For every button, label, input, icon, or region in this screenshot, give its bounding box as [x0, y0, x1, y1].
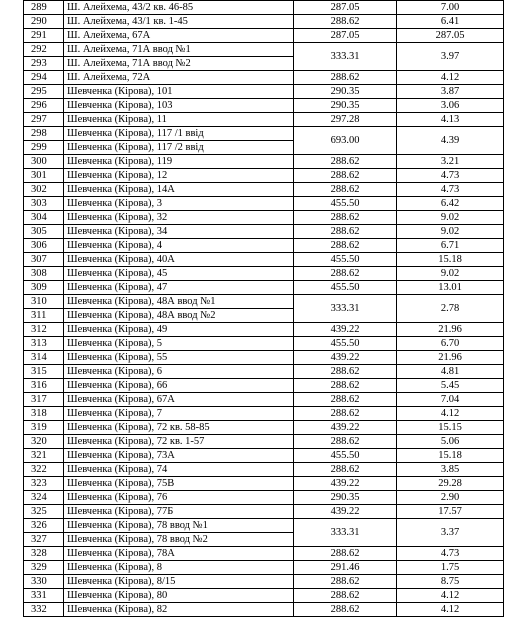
table-row	[24, 603, 504, 617]
amount-cell: 21.96	[397, 351, 504, 365]
table-row	[24, 379, 504, 393]
table-row	[24, 505, 504, 519]
address-cell: Шевченка (Кірова), 3	[64, 197, 294, 211]
amount-cell: 287.05	[397, 29, 504, 43]
tariff-cell: 290.35	[294, 99, 397, 113]
amount-cell: 2.90	[397, 491, 504, 505]
row-number-cell: 319	[24, 421, 64, 435]
tariff-cell: 455.50	[294, 337, 397, 351]
amount-cell: 7.04	[397, 393, 504, 407]
tariff-cell: 439.22	[294, 477, 397, 491]
tariff-cell: 288.62	[294, 155, 397, 169]
address-cell: Шевченка (Кірова), 117 /2 ввід	[64, 141, 294, 155]
amount-cell: 4.73	[397, 169, 504, 183]
table-row	[24, 435, 504, 449]
amount-cell: 9.02	[397, 211, 504, 225]
row-number-cell: 329	[24, 561, 64, 575]
amount-cell: 3.97	[397, 43, 504, 71]
table-row	[24, 547, 504, 561]
row-number-cell: 312	[24, 323, 64, 337]
row-number-cell: 292	[24, 43, 64, 57]
row-number-cell: 293	[24, 57, 64, 71]
amount-cell: 29.28	[397, 477, 504, 491]
amount-cell: 7.00	[397, 1, 504, 15]
tariff-cell: 288.62	[294, 211, 397, 225]
table-row	[24, 169, 504, 183]
tariff-cell: 455.50	[294, 197, 397, 211]
table-row	[24, 281, 504, 295]
address-cell: Шевченка (Кірова), 119	[64, 155, 294, 169]
tariff-cell: 455.50	[294, 253, 397, 267]
tariff-cell: 333.31	[294, 295, 397, 323]
tariff-cell: 288.62	[294, 71, 397, 85]
tariff-cell: 439.22	[294, 505, 397, 519]
row-number-cell: 315	[24, 365, 64, 379]
tariff-cell: 693.00	[294, 127, 397, 155]
row-number-cell: 303	[24, 197, 64, 211]
row-number-cell: 297	[24, 113, 64, 127]
address-cell: Ш. Алейхема, 43/1 кв. 1-45	[64, 15, 294, 29]
row-number-cell: 328	[24, 547, 64, 561]
address-cell: Ш. Алейхема, 71А ввод №2	[64, 57, 294, 71]
amount-cell: 4.39	[397, 127, 504, 155]
row-number-cell: 321	[24, 449, 64, 463]
address-cell: Шевченка (Кірова), 66	[64, 379, 294, 393]
row-number-cell: 299	[24, 141, 64, 155]
amount-cell: 4.13	[397, 113, 504, 127]
amount-cell: 6.71	[397, 239, 504, 253]
address-cell: Шевченка (Кірова), 8/15	[64, 575, 294, 589]
address-cell: Шевченка (Кірова), 72 кв. 58-85	[64, 421, 294, 435]
row-number-cell: 316	[24, 379, 64, 393]
tariff-cell: 288.62	[294, 267, 397, 281]
table-row	[24, 589, 504, 603]
address-cell: Шевченка (Кірова), 7	[64, 407, 294, 421]
address-cell: Ш. Алейхема, 67А	[64, 29, 294, 43]
table-row	[24, 421, 504, 435]
row-number-cell: 313	[24, 337, 64, 351]
table-row	[24, 519, 504, 533]
table-row	[24, 491, 504, 505]
table-row	[24, 43, 504, 57]
row-number-cell: 324	[24, 491, 64, 505]
row-number-cell: 296	[24, 99, 64, 113]
row-number-cell: 323	[24, 477, 64, 491]
row-number-cell: 325	[24, 505, 64, 519]
tariff-cell: 288.62	[294, 393, 397, 407]
tariff-cell: 288.62	[294, 575, 397, 589]
address-cell: Шевченка (Кірова), 75В	[64, 477, 294, 491]
table-row	[24, 477, 504, 491]
table-row	[24, 351, 504, 365]
table-row	[24, 463, 504, 477]
amount-cell: 4.73	[397, 183, 504, 197]
address-cell: Ш. Алейхема, 72А	[64, 71, 294, 85]
amount-cell: 3.87	[397, 85, 504, 99]
address-cell: Шевченка (Кірова), 12	[64, 169, 294, 183]
amount-cell: 4.12	[397, 589, 504, 603]
address-cell: Шевченка (Кірова), 67А	[64, 393, 294, 407]
table-row	[24, 1, 504, 15]
address-cell: Шевченка (Кірова), 6	[64, 365, 294, 379]
tariff-cell: 287.05	[294, 1, 397, 15]
amount-cell: 21.96	[397, 323, 504, 337]
table-row	[24, 197, 504, 211]
amount-cell: 5.06	[397, 435, 504, 449]
tariff-cell: 288.62	[294, 15, 397, 29]
address-cell: Ш. Алейхема, 43/2 кв. 46-85	[64, 1, 294, 15]
row-number-cell: 311	[24, 309, 64, 323]
tariff-cell: 288.62	[294, 407, 397, 421]
address-cell: Шевченка (Кірова), 8	[64, 561, 294, 575]
address-cell: Шевченка (Кірова), 101	[64, 85, 294, 99]
table-row	[24, 575, 504, 589]
row-number-cell: 330	[24, 575, 64, 589]
row-number-cell: 309	[24, 281, 64, 295]
tariff-cell: 288.62	[294, 589, 397, 603]
tariff-cell: 439.22	[294, 323, 397, 337]
amount-cell: 4.12	[397, 603, 504, 617]
address-cell: Шевченка (Кірова), 80	[64, 589, 294, 603]
address-cell: Шевченка (Кірова), 11	[64, 113, 294, 127]
row-number-cell: 291	[24, 29, 64, 43]
amount-cell: 2.78	[397, 295, 504, 323]
row-number-cell: 289	[24, 1, 64, 15]
tariff-cell: 288.62	[294, 365, 397, 379]
row-number-cell: 307	[24, 253, 64, 267]
tariff-cell: 288.62	[294, 463, 397, 477]
tariff-cell: 288.62	[294, 435, 397, 449]
tariff-cell: 333.31	[294, 519, 397, 547]
tariff-cell: 288.62	[294, 379, 397, 393]
address-cell: Шевченка (Кірова), 76	[64, 491, 294, 505]
table-row	[24, 407, 504, 421]
address-cell: Шевченка (Кірова), 48А ввод №2	[64, 309, 294, 323]
address-cell: Шевченка (Кірова), 4	[64, 239, 294, 253]
amount-cell: 3.37	[397, 519, 504, 547]
amount-cell: 6.41	[397, 15, 504, 29]
amount-cell: 4.12	[397, 71, 504, 85]
table-row	[24, 267, 504, 281]
row-number-cell: 308	[24, 267, 64, 281]
address-cell: Шевченка (Кірова), 82	[64, 603, 294, 617]
address-cell: Шевченка (Кірова), 45	[64, 267, 294, 281]
table-row	[24, 449, 504, 463]
address-cell: Шевченка (Кірова), 47	[64, 281, 294, 295]
tariff-cell: 287.05	[294, 29, 397, 43]
tariff-cell: 439.22	[294, 421, 397, 435]
table-row	[24, 323, 504, 337]
amount-cell: 4.73	[397, 547, 504, 561]
address-cell: Шевченка (Кірова), 77Б	[64, 505, 294, 519]
address-cell: Ш. Алейхема, 71А ввод №1	[64, 43, 294, 57]
amount-cell: 5.45	[397, 379, 504, 393]
tariff-cell: 288.62	[294, 183, 397, 197]
address-cell: Шевченка (Кірова), 117 /1 ввід	[64, 127, 294, 141]
amount-cell: 8.75	[397, 575, 504, 589]
address-cell: Шевченка (Кірова), 48А ввод №1	[64, 295, 294, 309]
amount-cell: 4.12	[397, 407, 504, 421]
tariff-cell: 291.46	[294, 561, 397, 575]
amount-cell: 1.75	[397, 561, 504, 575]
table-row	[24, 15, 504, 29]
table-body	[24, 1, 504, 617]
table-row	[24, 561, 504, 575]
address-cell: Шевченка (Кірова), 78 ввод №2	[64, 533, 294, 547]
row-number-cell: 302	[24, 183, 64, 197]
tariff-cell: 455.50	[294, 449, 397, 463]
table-row	[24, 127, 504, 141]
amount-cell: 15.15	[397, 421, 504, 435]
table-row	[24, 365, 504, 379]
tariff-cell: 333.31	[294, 43, 397, 71]
table-row	[24, 155, 504, 169]
row-number-cell: 314	[24, 351, 64, 365]
address-cell: Шевченка (Кірова), 14А	[64, 183, 294, 197]
address-cell: Шевченка (Кірова), 55	[64, 351, 294, 365]
address-cell: Шевченка (Кірова), 74	[64, 463, 294, 477]
table-row	[24, 211, 504, 225]
amount-cell: 9.02	[397, 225, 504, 239]
amount-cell: 9.02	[397, 267, 504, 281]
row-number-cell: 300	[24, 155, 64, 169]
tariff-cell: 288.62	[294, 603, 397, 617]
tariff-cell: 288.62	[294, 225, 397, 239]
row-number-cell: 304	[24, 211, 64, 225]
amount-cell: 3.06	[397, 99, 504, 113]
table-row	[24, 71, 504, 85]
amount-cell: 15.18	[397, 253, 504, 267]
table-row	[24, 337, 504, 351]
amount-cell: 6.70	[397, 337, 504, 351]
tariff-cell: 297.28	[294, 113, 397, 127]
address-cell: Шевченка (Кірова), 32	[64, 211, 294, 225]
row-number-cell: 331	[24, 589, 64, 603]
amount-cell: 15.18	[397, 449, 504, 463]
table-row	[24, 225, 504, 239]
table-row	[24, 183, 504, 197]
tariff-table	[23, 0, 504, 617]
amount-cell: 3.85	[397, 463, 504, 477]
table-row	[24, 239, 504, 253]
tariff-cell: 288.62	[294, 547, 397, 561]
address-cell: Шевченка (Кірова), 40А	[64, 253, 294, 267]
row-number-cell: 322	[24, 463, 64, 477]
row-number-cell: 320	[24, 435, 64, 449]
table-row	[24, 393, 504, 407]
tariff-cell: 455.50	[294, 281, 397, 295]
row-number-cell: 310	[24, 295, 64, 309]
row-number-cell: 294	[24, 71, 64, 85]
row-number-cell: 290	[24, 15, 64, 29]
row-number-cell: 317	[24, 393, 64, 407]
address-cell: Шевченка (Кірова), 49	[64, 323, 294, 337]
tariff-cell: 290.35	[294, 491, 397, 505]
tariff-cell: 290.35	[294, 85, 397, 99]
table-row	[24, 29, 504, 43]
amount-cell: 3.21	[397, 155, 504, 169]
address-cell: Шевченка (Кірова), 5	[64, 337, 294, 351]
row-number-cell: 318	[24, 407, 64, 421]
table-row	[24, 295, 504, 309]
address-cell: Шевченка (Кірова), 78 ввод №1	[64, 519, 294, 533]
address-cell: Шевченка (Кірова), 72 кв. 1-57	[64, 435, 294, 449]
row-number-cell: 332	[24, 603, 64, 617]
table-row	[24, 113, 504, 127]
amount-cell: 13.01	[397, 281, 504, 295]
tariff-cell: 439.22	[294, 351, 397, 365]
row-number-cell: 301	[24, 169, 64, 183]
tariff-cell: 288.62	[294, 239, 397, 253]
row-number-cell: 327	[24, 533, 64, 547]
row-number-cell: 305	[24, 225, 64, 239]
row-number-cell: 326	[24, 519, 64, 533]
amount-cell: 17.57	[397, 505, 504, 519]
row-number-cell: 298	[24, 127, 64, 141]
table-row	[24, 85, 504, 99]
address-cell: Шевченка (Кірова), 78А	[64, 547, 294, 561]
row-number-cell: 306	[24, 239, 64, 253]
address-cell: Шевченка (Кірова), 34	[64, 225, 294, 239]
address-cell: Шевченка (Кірова), 73А	[64, 449, 294, 463]
table-row	[24, 99, 504, 113]
amount-cell: 6.42	[397, 197, 504, 211]
amount-cell: 4.81	[397, 365, 504, 379]
tariff-cell: 288.62	[294, 169, 397, 183]
row-number-cell: 295	[24, 85, 64, 99]
table-row	[24, 253, 504, 267]
address-cell: Шевченка (Кірова), 103	[64, 99, 294, 113]
